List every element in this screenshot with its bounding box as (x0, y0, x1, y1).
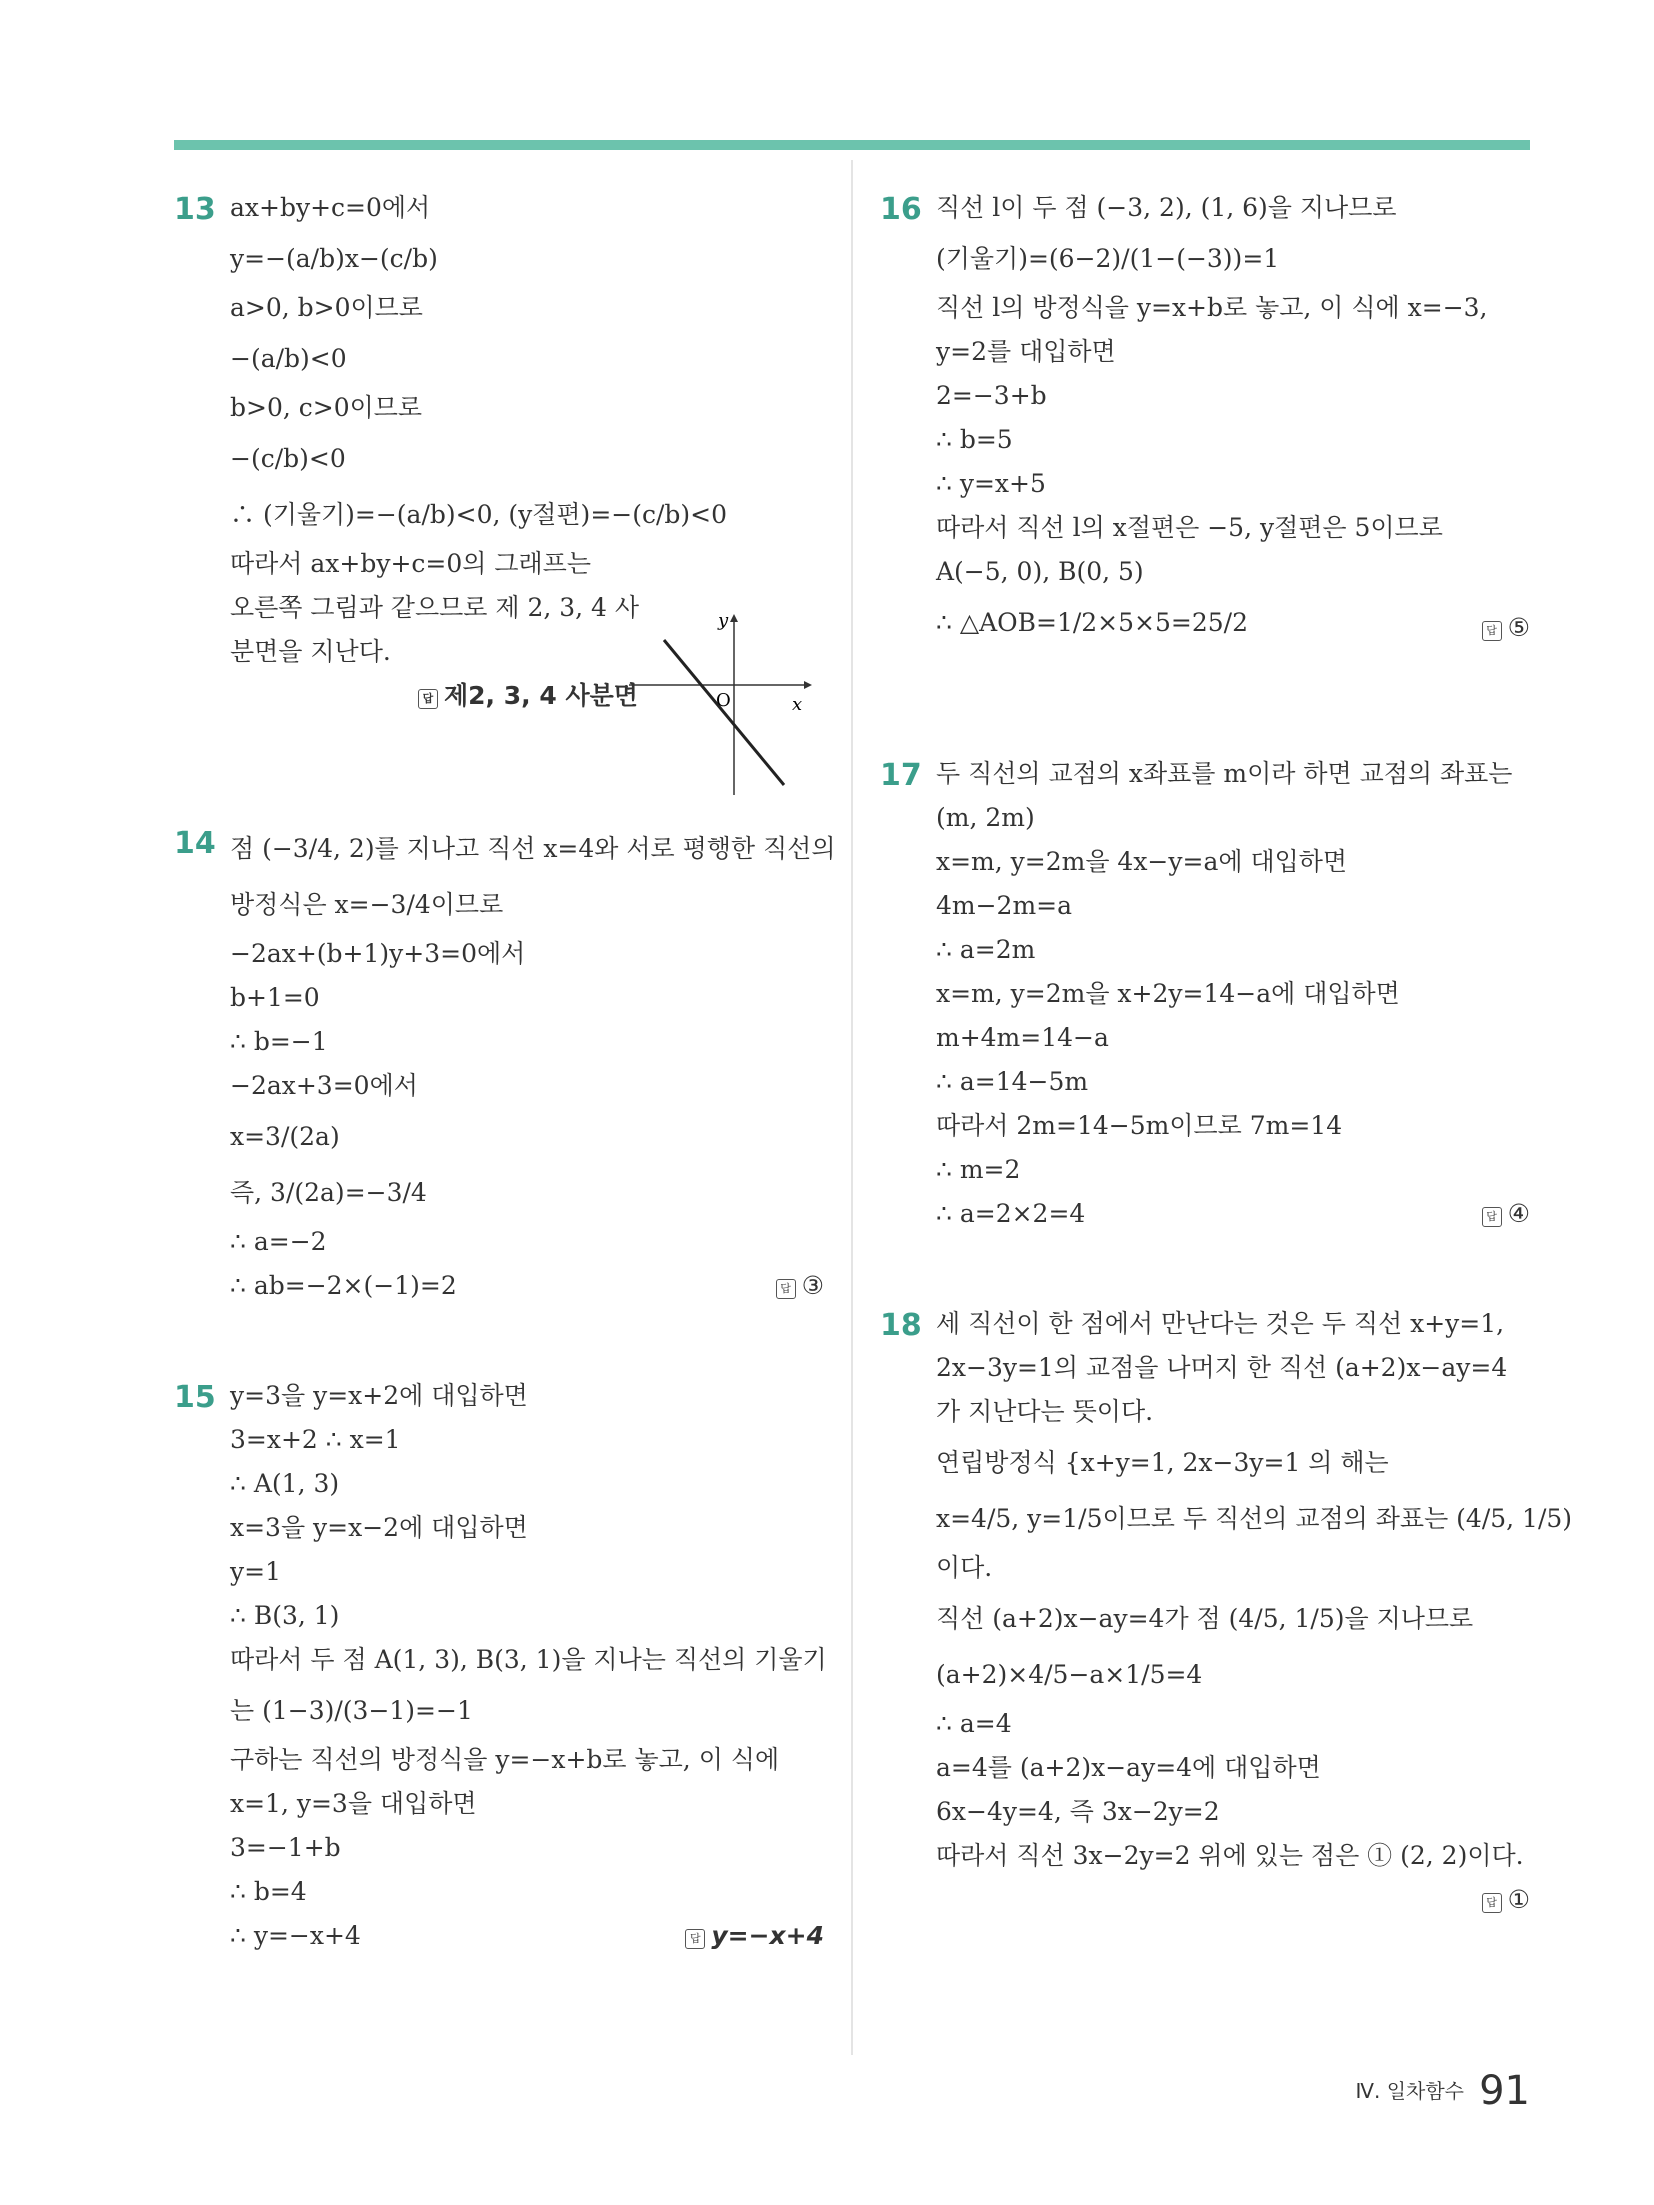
graph-line (664, 640, 784, 785)
chapter-label: Ⅳ. 일차함수 (1355, 2079, 1464, 2103)
solution-line: ∴ b=−1 (230, 1027, 328, 1056)
solution-line: −(c/b)<0 (230, 444, 346, 473)
solution-line: y=2를 대입하면 (936, 337, 1116, 366)
solution-line: 2x−3y=1의 교점을 나머지 한 직선 (a+2)x−ay=4 (936, 1353, 1508, 1382)
solution-line: ∴ y=−x+4 (230, 1921, 361, 1950)
solution-line: x=3을 y=x−2에 대입하면 (230, 1513, 528, 1542)
x-label: x (792, 694, 803, 715)
answer-text: ① (1507, 1885, 1530, 1914)
answer-icon: 답 (685, 1929, 705, 1949)
problem-16 (880, 190, 1530, 646)
line-graph (624, 610, 814, 800)
answer-text: ③ (801, 1271, 824, 1300)
solution-line: a=4를 (a+2)x−ay=4에 대입하면 (936, 1753, 1321, 1782)
solution-line: 따라서 2m=14−5m이므로 7m=14 (936, 1111, 1343, 1140)
answer-text: 제2, 3, 4 사분면 (444, 681, 638, 710)
answer-icon: 답 (1482, 1207, 1502, 1227)
solution-line: 3=x+2 ∴ x=1 (230, 1425, 401, 1454)
solution-line: 직선 l의 방정식을 y=x+b로 놓고, 이 식에 x=−3, (936, 293, 1488, 322)
solution-line: 이다. (936, 1553, 993, 1582)
solution-line: 4m−2m=a (936, 891, 1073, 920)
solution-line: ax+by+c=0에서 (230, 193, 431, 222)
x-axis-arrow (804, 681, 812, 689)
problem-17 (880, 756, 1530, 1232)
solution-line: ∴ b=4 (230, 1877, 307, 1906)
problem-number: 13 (174, 192, 216, 227)
solution-line: y=1 (230, 1557, 281, 1586)
solution-line: 두 직선의 교점의 x좌표를 m이라 하면 교점의 좌표는 (936, 759, 1513, 788)
solution-line: 2=−3+b (936, 381, 1047, 410)
answer-icon: 답 (776, 1279, 796, 1299)
solution-line: 연립방정식 {x+y=1, 2x−3y=1 의 해는 (936, 1448, 1389, 1477)
solution-line: 직선 (a+2)x−ay=4가 점 (4/5, 1/5)을 지나므로 (936, 1604, 1474, 1633)
solution-line: 6x−4y=4, 즉 3x−2y=2 (936, 1797, 1220, 1826)
solution-line: 점 (−3/4, 2)를 지나고 직선 x=4와 서로 평행한 직선의 (230, 834, 836, 863)
solution-line: y=−(a/b)x−(c/b) (230, 244, 438, 273)
solution-line: 는 (1−3)/(3−1)=−1 (230, 1696, 473, 1725)
problem-14 (174, 824, 836, 1304)
solution-line: x=1, y=3을 대입하면 (230, 1789, 477, 1818)
solution-line: x=m, y=2m을 x+2y=14−a에 대입하면 (936, 979, 1400, 1008)
solution-line: ∴ B(3, 1) (230, 1601, 340, 1630)
header-accent-bar (174, 140, 1530, 150)
problem-number: 15 (174, 1380, 216, 1415)
solution-line: 가 지난다는 뜻이다. (936, 1397, 1154, 1426)
solution-line: 방정식은 x=−3/4이므로 (230, 890, 504, 919)
solution-line: ∴ a=−2 (230, 1227, 327, 1256)
solution-line: (a+2)×4/5−a×1/5=4 (936, 1660, 1203, 1689)
solution-line: 따라서 ax+by+c=0의 그래프는 (230, 549, 591, 578)
solution-line: b>0, c>0이므로 (230, 393, 423, 422)
right-column (880, 190, 1573, 1992)
solution-line: 따라서 두 점 A(1, 3), B(3, 1)을 지나는 직선의 기울기 (230, 1645, 827, 1674)
solution-line: x=4/5, y=1/5이므로 두 직선의 교점의 좌표는 (4/5, 1/5) (936, 1504, 1573, 1533)
page-number: 91 (1479, 2068, 1530, 2114)
solution-line: 분면을 지난다. (230, 637, 391, 666)
answer-icon: 답 (1482, 621, 1502, 641)
solution-line: 3=−1+b (230, 1833, 341, 1862)
problem-13 (174, 190, 824, 750)
problem-number: 16 (880, 192, 922, 227)
solution-line: a>0, b>0이므로 (230, 293, 423, 322)
solution-line: 구하는 직선의 방정식을 y=−x+b로 놓고, 이 식에 (230, 1745, 780, 1774)
solution-line: ∴ a=14−5m (936, 1067, 1089, 1096)
solution-line: ∴ a=4 (936, 1709, 1012, 1738)
answer-text: ④ (1507, 1199, 1530, 1228)
solution-line: (m, 2m) (936, 803, 1035, 832)
solution-line: 즉, 3/(2a)=−3/4 (230, 1178, 427, 1207)
solution-line: ∴ m=2 (936, 1155, 1021, 1184)
problem-number: 14 (174, 826, 216, 861)
solution-line: y=3을 y=x+2에 대입하면 (230, 1381, 528, 1410)
solution-line: −2ax+(b+1)y+3=0에서 (230, 939, 526, 968)
solution-line: b+1=0 (230, 983, 320, 1012)
solution-line: ∴ a=2m (936, 935, 1036, 964)
solution-line: ∴ ab=−2×(−1)=2 (230, 1271, 457, 1300)
y-label: y (718, 610, 729, 631)
solution-line: ∴ a=2×2=4 (936, 1199, 1086, 1228)
answer (936, 1882, 1530, 1918)
solution-line: x=m, y=2m을 4x−y=a에 대입하면 (936, 847, 1348, 876)
y-axis-arrow (730, 614, 738, 622)
answer-icon: 답 (418, 689, 438, 709)
problem-number: 18 (880, 1308, 922, 1343)
solution-line: x=3/(2a) (230, 1122, 340, 1151)
solution-line: 따라서 직선 3x−2y=2 위에 있는 점은 ① (2, 2)이다. (936, 1841, 1524, 1870)
solution-line: ∴ (기울기)=−(a/b)<0, (y절편)=−(c/b)<0 (230, 500, 727, 529)
solution-line: ∴ △AOB=1/2×5×5=25/2 (936, 608, 1248, 637)
solution-line: m+4m=14−a (936, 1023, 1109, 1052)
left-column (174, 190, 836, 2028)
solution-line: −2ax+3=0에서 (230, 1071, 418, 1100)
problem-15 (174, 1378, 827, 1954)
solution-line: −(a/b)<0 (230, 344, 347, 373)
solution-line: ∴ b=5 (936, 425, 1013, 454)
page-footer (1356, 2068, 1530, 2114)
solution-line: ∴ y=x+5 (936, 469, 1046, 498)
problem-18 (880, 1306, 1573, 1918)
solution-line: A(−5, 0), B(0, 5) (936, 557, 1144, 586)
solution-line: ∴ A(1, 3) (230, 1469, 340, 1498)
problem-number: 17 (880, 758, 922, 793)
solution-line: 오른쪽 그림과 같으므로 제 2, 3, 4 사 (230, 593, 640, 622)
solution-line: 따라서 직선 l의 x절편은 −5, y절편은 5이므로 (936, 513, 1443, 542)
column-divider (851, 160, 853, 2055)
answer-text: ⑤ (1507, 613, 1530, 642)
answer-icon: 답 (1482, 1893, 1502, 1913)
solution-line: (기울기)=(6−2)/(1−(−3))=1 (936, 244, 1280, 273)
solution-line: 세 직선이 한 점에서 만난다는 것은 두 직선 x+y=1, (936, 1309, 1505, 1338)
origin-label: O (716, 690, 731, 711)
answer-text: y=−x+4 (711, 1921, 824, 1950)
solution-line: 직선 l이 두 점 (−3, 2), (1, 6)을 지나므로 (936, 193, 1397, 222)
